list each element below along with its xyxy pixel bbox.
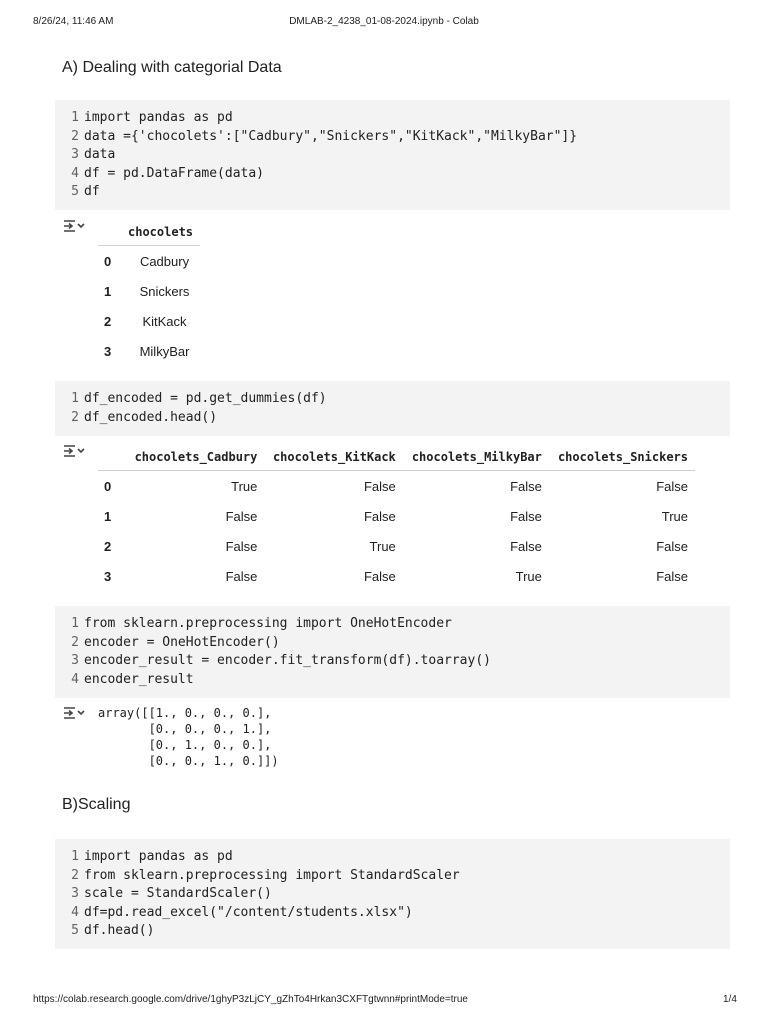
table-cell: Snickers [139,283,190,299]
row-index: 1 [104,283,112,299]
print-header-title: DMLAB-2_4238_01-08-2024.ipynb - Colab [289,16,479,27]
output-line: array([[1., 0., 0., 0.], [98,706,272,720]
table-cell: False [656,478,688,494]
output-actions-icon[interactable] [63,218,85,234]
code-line: 3 encoder_result = encoder.fit_transform(df).toarray() [71,653,491,668]
table-row [98,246,200,277]
dataframe-output-1 [98,219,200,366]
table-cell: False [363,508,396,524]
table-row [98,276,200,306]
row-index: 3 [104,568,112,584]
code-cell-3[interactable] [55,606,730,698]
row-index: 1 [104,508,112,524]
table-cell: False [510,538,542,554]
row-index: 2 [104,313,112,329]
table-cell: False [656,568,688,584]
code-line: 2 df_encoded.head() [71,409,218,425]
table-cell: False [225,568,258,584]
code-cell-4[interactable] [55,839,730,949]
row-index: 0 [104,478,112,494]
section-heading-categorical: A) Dealing with categorial Data [62,59,282,76]
table-cell: True [369,538,396,554]
code-line: 4 df = pd.DataFrame(data) [71,165,265,181]
section-heading-scaling: B)Scaling [62,796,131,813]
code-line: 2 from sklearn.preprocessing import StandardScaler [71,867,460,883]
table-cell: True [661,508,688,524]
table-row [98,306,200,336]
column-header: chocolets_KitKack [264,444,402,471]
code-line: 5 df.head() [71,923,155,938]
table-header-row [98,219,200,246]
code-cell-1[interactable] [55,100,730,210]
column-header: chocolets_Cadbury [126,444,264,471]
table-header-row [98,444,695,471]
code-line: 1 df_encoded = pd.get_dummies(df) [71,391,327,406]
code-line: 3 scale = StandardScaler() [71,886,272,901]
code-line: 5 df [71,184,100,199]
table-cell: False [510,508,542,524]
code-line: 1 import pandas as pd [71,849,233,864]
dataframe-output-2 [98,444,695,591]
table-row [98,336,200,366]
output-line: [0., 1., 0., 0.], [98,738,272,752]
column-header: chocolets_Snickers [549,444,695,471]
print-footer-url[interactable]: https://colab.research.google.com/drive/1ghyP3zLjCY_gZhTo4Hrkan3CXFTgtwnn#printMode=true [33,994,468,1005]
table-cell: True [515,568,542,584]
output-line: [0., 0., 0., 1.], [98,722,272,736]
table-cell: True [231,478,258,494]
table-cell: False [225,538,258,554]
code-line: 1 import pandas as pd [71,110,233,125]
row-index: 2 [104,538,112,554]
table-cell: KitKack [142,313,187,329]
code-cell-2[interactable] [55,381,730,436]
code-line: 3 data [71,147,116,162]
table-row [98,531,695,561]
row-index: 0 [104,253,112,269]
table-row [98,471,695,502]
table-cell: False [225,508,258,524]
print-footer-page-number: 1/4 [723,994,737,1005]
table-cell: False [363,478,396,494]
code-line: 4 df=pd.read_excel("/content/students.xlsx") [71,904,413,920]
code-line: 1 from sklearn.preprocessing import OneHotEncoder [71,616,452,631]
table-cell: False [656,538,688,554]
table-cell: False [510,478,542,494]
table-cell: Cadbury [139,253,190,269]
output-line: [0., 0., 1., 0.]]) [98,754,279,768]
column-header: chocolets_MilkyBar [403,444,549,471]
output-actions-icon[interactable] [63,705,85,721]
array-output [98,705,279,769]
column-header: chocolets [126,219,200,246]
row-index: 3 [104,343,112,359]
code-line: 4 encoder_result [71,671,194,687]
table-cell: MilkyBar [139,343,190,359]
table-cell: False [363,568,396,584]
output-actions-icon[interactable] [63,443,85,459]
code-line: 2 data ={'chocolets':["Cadbury","Snickers","KitKack","MilkyBar"]} [71,128,578,144]
table-row [98,501,695,531]
print-header-datetime: 8/26/24, 11:46 AM [33,16,114,27]
code-line: 2 encoder = OneHotEncoder() [71,634,280,650]
table-row [98,561,695,591]
